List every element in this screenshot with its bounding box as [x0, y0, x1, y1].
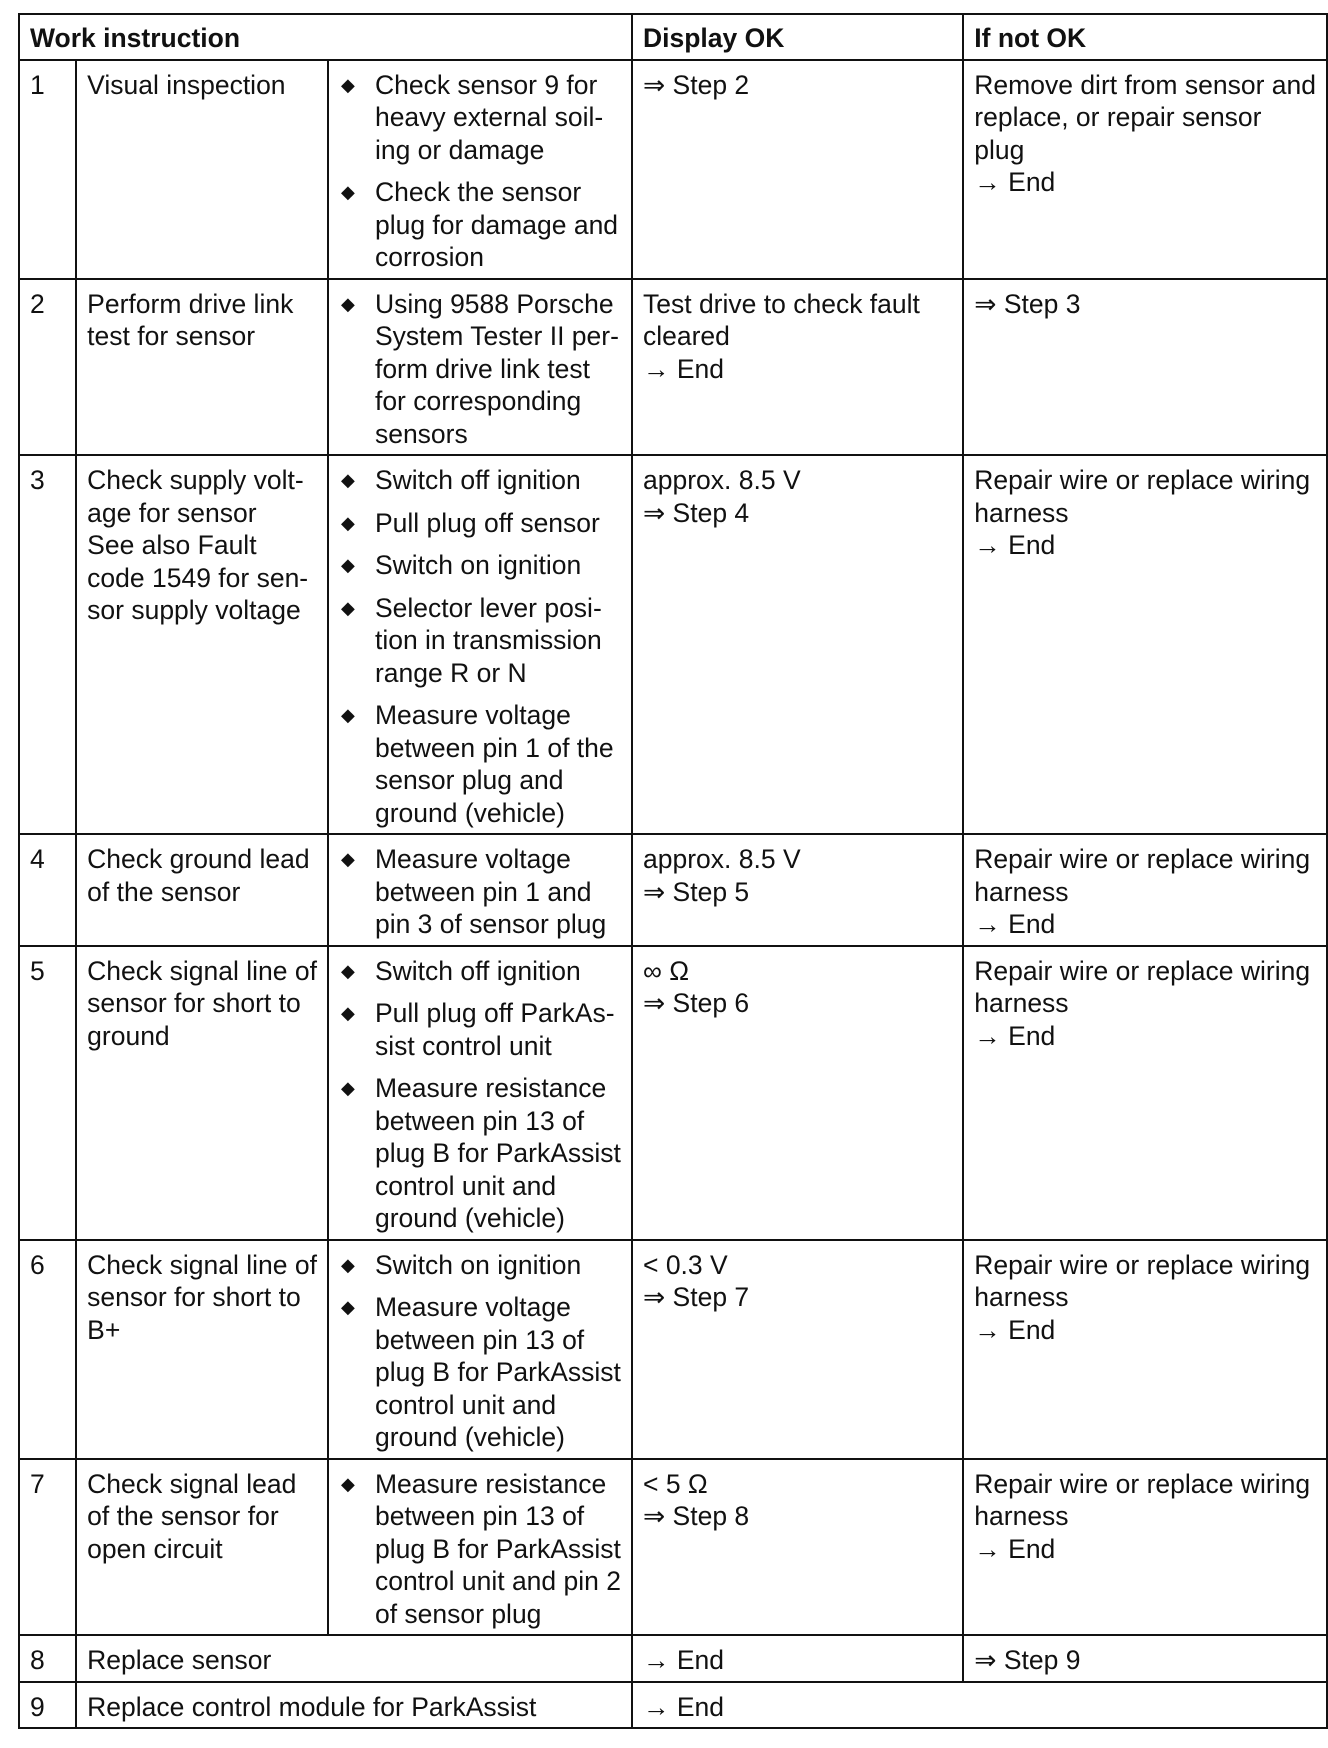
display-ok-line: approx. 8.5 V — [642, 844, 801, 874]
description-line: B+ — [87, 1314, 121, 1345]
bullet-diamond-icon: ◆ — [340, 555, 355, 575]
if-not-ok-line: Repair wire or replace wiring — [974, 1249, 1311, 1280]
step-description — [76, 60, 328, 279]
instruction-line: heavy external soil- — [374, 102, 604, 132]
instruction-list-cell — [328, 1459, 632, 1636]
instruction-item — [337, 997, 621, 1062]
instruction-item — [337, 549, 621, 582]
if-not-ok-line: → End — [974, 1533, 1056, 1564]
instruction-line: form drive link test — [374, 353, 590, 384]
instruction-item — [337, 176, 621, 274]
if-not-ok-line: harness — [974, 1282, 1069, 1312]
header-if-not-ok: If not OK — [963, 14, 1327, 60]
if-not-ok-line: → End — [974, 909, 1056, 939]
instruction-line: Selector lever posi- — [374, 592, 602, 623]
table-row — [19, 834, 1327, 946]
if-not-ok-line: → End — [974, 1314, 1056, 1345]
instruction-line: pin 3 of sensor plug — [374, 909, 607, 939]
instruction-list-cell — [328, 1240, 632, 1459]
instruction-line: plug B for ParkAssist — [374, 1533, 621, 1564]
instruction-line: Pull plug off ParkAs- — [374, 998, 615, 1028]
table-header-row — [19, 14, 1327, 60]
instruction-list — [337, 843, 621, 941]
table-row — [19, 1240, 1327, 1459]
if-not-ok-cell — [963, 1459, 1327, 1636]
instruction-list-cell — [328, 834, 632, 946]
description-line: Check signal line of — [87, 955, 317, 986]
description-line: Perform drive link — [87, 288, 294, 319]
instruction-item — [337, 1072, 621, 1235]
table-row — [19, 946, 1327, 1240]
description-line: sensor for short to — [87, 1282, 301, 1312]
if-not-ok-line: → End — [974, 1020, 1056, 1051]
description-line: sensor for short to — [87, 988, 301, 1018]
if-not-ok-line: Repair wire or replace wiring — [974, 955, 1311, 986]
display-ok-cell — [632, 946, 963, 1240]
instruction-line: System Tester II per- — [374, 321, 619, 351]
if-not-ok-line: ⇒ Step 3 — [974, 288, 1081, 319]
instruction-list-cell — [328, 60, 632, 279]
instruction-line: ing or damage — [374, 134, 545, 165]
if-not-ok-cell — [963, 946, 1327, 1240]
description-line: of the sensor — [87, 876, 241, 907]
instruction-list — [337, 1249, 621, 1454]
bullet-diamond-icon: ◆ — [340, 597, 355, 618]
step-number: 3 — [19, 455, 76, 834]
description-line: test for sensor — [87, 321, 256, 351]
instruction-line: Check sensor 9 for — [374, 69, 598, 100]
instruction-item — [337, 288, 621, 451]
display-ok-line: ⇒ Step 5 — [642, 876, 750, 907]
instruction-list — [337, 955, 621, 1235]
instruction-item — [337, 464, 621, 497]
bullet-diamond-icon: ◆ — [340, 470, 355, 490]
bullet-diamond-icon: ◆ — [340, 705, 355, 725]
description-line: sor supply voltage — [87, 595, 301, 625]
bullet-diamond-icon: ◆ — [340, 1078, 355, 1098]
step-description — [76, 946, 328, 1240]
if-not-ok-line: → End — [974, 530, 1056, 560]
instruction-line: sensors — [374, 418, 468, 449]
instruction-item — [337, 843, 621, 941]
instruction-line: Switch off ignition — [374, 955, 581, 986]
instruction-line: Measure resistance — [374, 1468, 607, 1499]
instruction-list — [337, 288, 621, 451]
table-row — [19, 279, 1327, 456]
if-not-ok-line: harness — [974, 1501, 1069, 1531]
instruction-line: control unit and — [374, 1170, 557, 1201]
instruction-line: between pin 1 and — [374, 876, 592, 907]
if-not-ok-line: replace, or repair sensor — [974, 102, 1262, 132]
instruction-line: sensor plug and — [374, 765, 564, 795]
instruction-list — [337, 69, 621, 274]
step-number: 8 — [19, 1635, 76, 1682]
description-line: ground — [87, 1020, 170, 1051]
step-number: 6 — [19, 1240, 76, 1459]
bullet-diamond-icon: ◆ — [340, 1297, 355, 1317]
display-ok-cell: → End — [632, 1682, 1327, 1729]
header-work-instruction: Work instruction — [19, 14, 632, 60]
if-not-ok-line: harness — [974, 497, 1069, 528]
display-ok-line: < 5 Ω — [642, 1468, 708, 1499]
description-line: Check signal lead — [87, 1468, 297, 1499]
instruction-line: between pin 13 of — [374, 1324, 585, 1355]
display-ok-line: Test drive to check fault — [642, 288, 920, 319]
step-description — [76, 834, 328, 946]
step-description — [76, 279, 328, 456]
instruction-line: plug B for ParkAssist — [374, 1357, 621, 1387]
description-line: age for sensor — [87, 497, 257, 528]
instruction-line: ground (vehicle) — [374, 1422, 565, 1452]
bullet-diamond-icon: ◆ — [340, 1473, 355, 1494]
step-description: Replace sensor — [76, 1635, 632, 1682]
instruction-line: of sensor plug — [374, 1598, 542, 1629]
bullet-diamond-icon: ◆ — [340, 1254, 355, 1275]
display-ok-line: approx. 8.5 V — [642, 465, 801, 495]
description-line: code 1549 for sen- — [87, 562, 309, 593]
if-not-ok-line: harness — [974, 988, 1069, 1018]
instruction-line: Switch on ignition — [374, 1249, 582, 1280]
display-ok-cell — [632, 1459, 963, 1636]
instruction-item — [337, 1468, 621, 1631]
display-ok-line: → End — [642, 353, 724, 384]
table-row — [19, 1635, 1327, 1682]
table-row — [19, 1682, 1327, 1729]
bullet-diamond-icon: ◆ — [340, 182, 355, 202]
step-number: 4 — [19, 834, 76, 946]
step-number: 2 — [19, 279, 76, 456]
if-not-ok-line: Repair wire or replace wiring — [974, 1468, 1311, 1499]
instruction-item — [337, 955, 621, 988]
display-ok-line: ⇒ Step 7 — [642, 1282, 750, 1312]
instruction-line: control unit and pin 2 — [374, 1566, 621, 1596]
instruction-line: between pin 1 of the — [374, 732, 614, 763]
display-ok-cell: → End — [632, 1635, 963, 1682]
display-ok-line: ⇒ Step 8 — [642, 1501, 750, 1531]
display-ok-line: ⇒ Step 6 — [642, 988, 750, 1018]
instruction-item — [337, 69, 621, 167]
if-not-ok-line: → End — [974, 167, 1056, 197]
table-row — [19, 60, 1327, 279]
table-row — [19, 1459, 1327, 1636]
if-not-ok-line: Remove dirt from sensor and — [974, 69, 1316, 100]
bullet-diamond-icon: ◆ — [340, 74, 355, 95]
instruction-line: between pin 13 of — [374, 1105, 585, 1136]
instruction-line: tion in transmission — [374, 625, 602, 655]
bullet-diamond-icon: ◆ — [340, 849, 355, 869]
instruction-line: plug B for ParkAssist — [374, 1138, 621, 1168]
instruction-item — [337, 1291, 621, 1454]
step-description: Replace control module for ParkAssist — [76, 1682, 632, 1729]
instruction-line: Pull plug off sensor — [374, 507, 600, 538]
description-line: See also Fault — [87, 530, 257, 560]
bullet-diamond-icon: ◆ — [340, 512, 355, 533]
instruction-item — [337, 507, 621, 540]
instruction-item — [337, 699, 621, 829]
if-not-ok-line: plug — [974, 134, 1025, 165]
step-number: 5 — [19, 946, 76, 1240]
instruction-item — [337, 592, 621, 690]
instruction-item — [337, 1249, 621, 1282]
display-ok-cell — [632, 1240, 963, 1459]
if-not-ok-line: harness — [974, 876, 1069, 907]
instruction-line: Using 9588 Porsche — [374, 288, 614, 319]
display-ok-line: < 0.3 V — [642, 1249, 728, 1280]
instruction-line: Measure voltage — [374, 1292, 571, 1322]
step-description — [76, 455, 328, 834]
instruction-list-cell — [328, 279, 632, 456]
if-not-ok-cell — [963, 1240, 1327, 1459]
instruction-line: corrosion — [374, 242, 484, 272]
description-line: Visual inspection — [87, 69, 286, 100]
display-ok-line: ⇒ Step 2 — [642, 69, 750, 100]
step-description — [76, 1459, 328, 1636]
display-ok-line: cleared — [642, 321, 730, 351]
instruction-line: for corresponding — [374, 386, 582, 416]
if-not-ok-cell — [963, 60, 1327, 279]
if-not-ok-line: Repair wire or replace wiring — [974, 465, 1311, 495]
instruction-line: Check the sensor — [374, 177, 582, 207]
instruction-line: ground (vehicle) — [374, 1203, 565, 1233]
instruction-line: ground (vehicle) — [374, 797, 565, 828]
if-not-ok-line: Repair wire or replace wiring — [974, 844, 1311, 874]
step-number: 1 — [19, 60, 76, 279]
bullet-diamond-icon: ◆ — [340, 293, 355, 314]
description-line: Check signal line of — [87, 1249, 317, 1280]
display-ok-cell — [632, 455, 963, 834]
description-line: Check ground lead — [87, 844, 310, 874]
step-number: 9 — [19, 1682, 76, 1729]
description-line: Check supply volt- — [87, 465, 304, 495]
bullet-diamond-icon: ◆ — [340, 1003, 355, 1023]
table-row — [19, 455, 1327, 834]
step-description — [76, 1240, 328, 1459]
display-ok-cell — [632, 60, 963, 279]
instruction-line: Switch on ignition — [374, 550, 582, 580]
if-not-ok-cell: ⇒ Step 9 — [963, 1635, 1327, 1682]
instruction-line: range R or N — [374, 657, 527, 688]
instruction-line: Measure voltage — [374, 700, 571, 730]
description-line: of the sensor for — [87, 1501, 279, 1531]
instruction-list-cell — [328, 946, 632, 1240]
display-ok-cell — [632, 279, 963, 456]
if-not-ok-cell — [963, 279, 1327, 456]
display-ok-line: ⇒ Step 4 — [642, 497, 750, 528]
instruction-line: sist control unit — [374, 1030, 552, 1061]
if-not-ok-cell — [963, 455, 1327, 834]
if-not-ok-cell — [963, 834, 1327, 946]
work-instruction-table — [18, 13, 1328, 1729]
step-number: 7 — [19, 1459, 76, 1636]
instruction-line: Measure resistance — [374, 1073, 607, 1103]
instruction-list — [337, 464, 621, 829]
instruction-line: between pin 13 of — [374, 1501, 585, 1531]
instruction-list-cell — [328, 455, 632, 834]
display-ok-cell — [632, 834, 963, 946]
header-display-ok: Display OK — [632, 14, 963, 60]
instruction-list — [337, 1468, 621, 1631]
instruction-line: Measure voltage — [374, 844, 571, 874]
description-line: open circuit — [87, 1533, 223, 1564]
display-ok-line: ∞ Ω — [642, 955, 690, 986]
bullet-diamond-icon: ◆ — [340, 960, 355, 981]
instruction-line: plug for damage and — [374, 209, 619, 240]
instruction-line: Switch off ignition — [374, 465, 581, 495]
instruction-line: control unit and — [374, 1389, 557, 1420]
